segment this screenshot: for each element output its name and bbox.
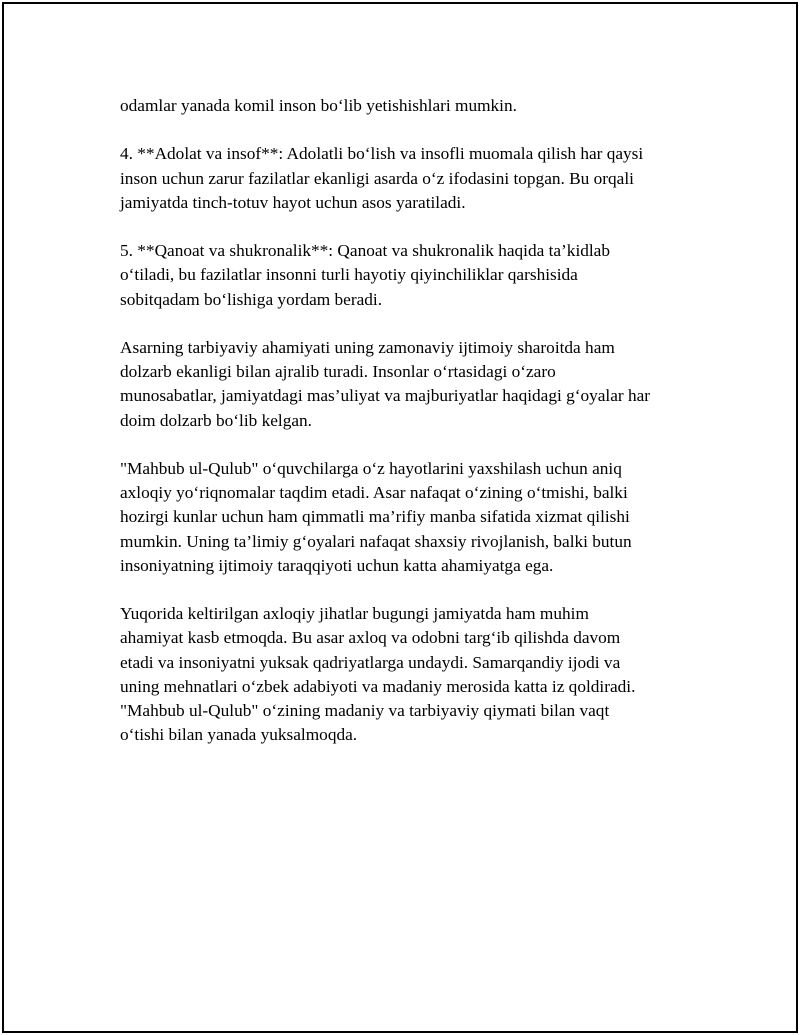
paragraph-adolat-va-insof: 4. **Adolat va insof**: Adolatli bo‘lish va insofli muomala qilish har qaysi inson uchun zarur fazilatlar ekanligi asarda o‘z ifodasini topgan. Bu orqali jamiyatda tinch-totuv hayot uchun asos yaratiladi. bbox=[120, 144, 644, 212]
paragraph-mahbub-ul-qulub: "Mahbub ul-Qulub" o‘quvchilarga o‘z hayotlarini yaxshilash uchun aniq axloqiy yo‘riqnomalar taqdim etadi. Asar nafaqat o‘zining o‘tmishi, balki hozirgi kunlar uchun ham qimmatli ma’rifiy manba sifatida xizmat qilishi mumkin. Uning ta’limiy g‘oyalari nafaqat shaxsiy rivojlanish, balki butun insoniyatning ijtimoiy taraqqiyoti uchun katta ahamiyatga ega. bbox=[120, 458, 632, 575]
paragraph-qanoat-va-shukronalik: 5. **Qanoat va shukronalik**: Qanoat va shukronalik haqida ta’kidlab o‘tiladi, bu fazilatlar insonni turli hayotiy qiyinchiliklar qarshisida sobitqadam bo‘lishiga yordam beradi. bbox=[120, 241, 610, 309]
document-page bbox=[2, 2, 798, 1033]
document-body bbox=[120, 94, 692, 772]
paragraph-continuation: odamlar yanada komil inson bo‘lib yetishishlari mumkin. bbox=[120, 96, 517, 115]
paragraph-conclusion: Yuqorida keltirilgan axloqiy jihatlar bugungi jamiyatda ham muhim ahamiyat kasb etmoqda. Bu asar axloq va odobni targ‘ib qilishda davom etadi va insoniyatni yuksak qadriyatlarga undaydi. Samarqandiy ijodi va uning mehnatlari o‘zbek adabiyoti va madaniy merosida katta iz qoldiradi. "Mahbub ul-Qulub" o‘zining madaniy va tarbiyaviy qiymati bilan vaqt o‘tishi bilan yanada yuksalmoqda. bbox=[120, 604, 636, 745]
paragraph-tarbiyaviy-ahamiyat: Asarning tarbiyaviy ahamiyati uning zamonaviy ijtimoiy sharoitda ham dolzarb ekanligi bilan ajralib turadi. Insonlar o‘rtasidagi o‘zaro munosabatlar, jamiyatdagi mas’uliyat va majburiyatlar haqidagi g‘oyalar har doim dolzarb bo‘lib kelgan. bbox=[120, 337, 651, 430]
